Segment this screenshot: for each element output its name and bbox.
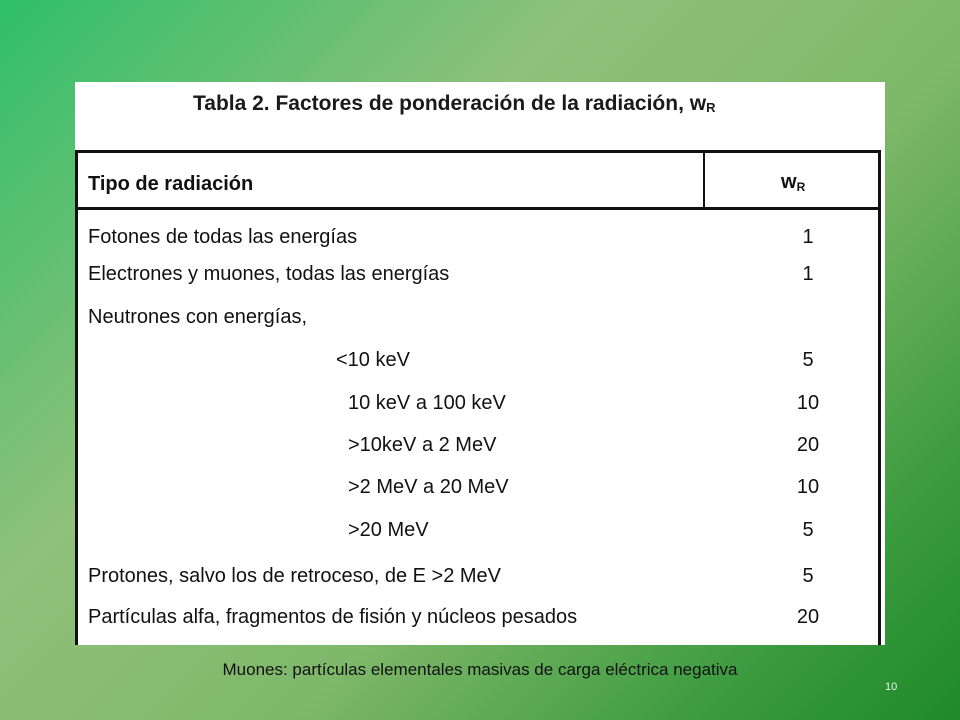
header-radiation-type: Tipo de radiación [88, 173, 254, 195]
header-wr-subscript: R [796, 180, 806, 194]
page-number: 10 [885, 681, 898, 693]
table-row [78, 606, 878, 632]
row-label: Partículas alfa, fragmentos de fisión y núcleos pesados [88, 606, 578, 628]
table-title-subscript: R [706, 100, 716, 115]
row-value: 5 [802, 349, 814, 371]
header-wr-text: w [781, 171, 797, 193]
row-value: 1 [802, 226, 814, 248]
row-label: Protones, salvo los de retroceso, de E >2 MeV [88, 565, 501, 587]
table-row [78, 392, 878, 418]
row-label: Electrones y muones, todas las energías [88, 263, 450, 285]
row-value: 1 [802, 263, 814, 285]
table-row [78, 263, 878, 289]
row-label: Fotones de todas las energías [88, 226, 358, 248]
row-label: >10keV a 2 MeV [348, 434, 497, 456]
table-row [78, 519, 878, 545]
scanned-table-image [75, 82, 885, 645]
row-label: 10 keV a 100 keV [348, 392, 506, 414]
row-value: 5 [802, 519, 814, 541]
header-weighting-factor [781, 171, 805, 194]
table-row [78, 306, 878, 332]
row-value: 20 [796, 606, 820, 628]
table-row [78, 434, 878, 460]
row-label: Neutrones con energías, [88, 306, 308, 328]
row-value: 20 [796, 434, 820, 456]
table-row [78, 565, 878, 591]
slide-caption: Muones: partículas elementales masivas de carga eléctrica negativa [222, 660, 738, 679]
row-label: >20 MeV [348, 519, 429, 541]
table-title [193, 92, 715, 116]
row-value: 5 [802, 565, 814, 587]
table-title-text: Tabla 2. Factores de ponderación de la radiación, w [193, 92, 707, 115]
row-value: 10 [796, 392, 820, 414]
table-row [78, 476, 878, 502]
row-label: <10 keV [336, 349, 410, 371]
table-row [78, 226, 878, 252]
table-header-row [78, 153, 878, 210]
header-column-divider [703, 153, 705, 207]
table-frame [75, 150, 881, 645]
table-row [78, 349, 878, 375]
row-value: 10 [796, 476, 820, 498]
row-label: >2 MeV a 20 MeV [348, 476, 509, 498]
